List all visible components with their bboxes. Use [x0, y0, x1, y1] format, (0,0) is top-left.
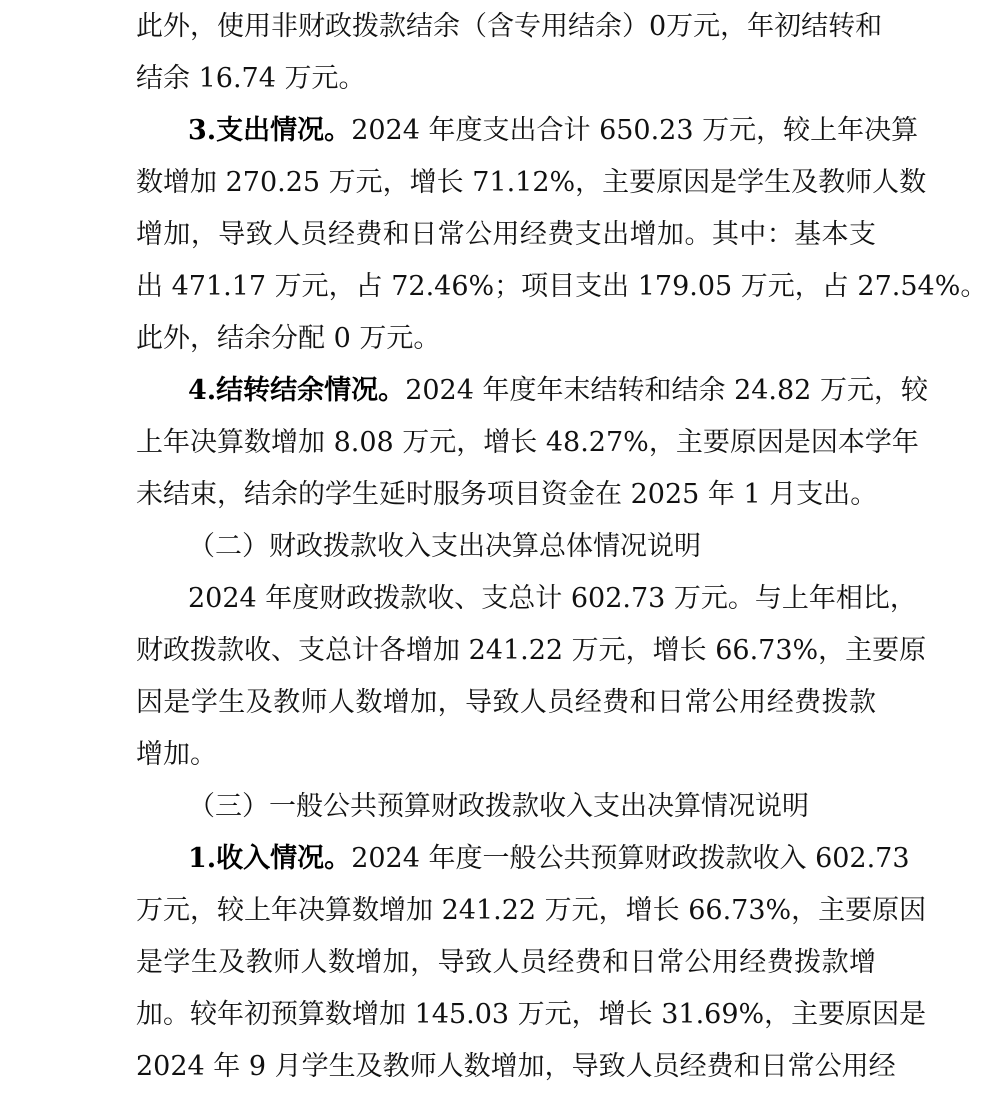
- paragraph-line: [136, 624, 927, 678]
- line-text: 2024 年 9 月学生及教师人数增加，导致人员经费和日常公用经: [136, 1051, 896, 1082]
- line-text: 结余 16.74 万元。: [136, 63, 366, 94]
- carryover-paragraph-line: [188, 364, 928, 418]
- paragraph-line: [136, 676, 876, 730]
- line-text: 2024 年度一般公共预算财政拨款收入 602.73: [351, 843, 910, 874]
- paragraph-line: [136, 0, 883, 54]
- expenditure-paragraph-line: [188, 104, 919, 158]
- line-text: 2024 年度年末结转和结余 24.82 万元，较: [405, 375, 928, 406]
- line-text: 因是学生及教师人数增加，导致人员经费和日常公用经费拨款: [136, 687, 876, 718]
- paragraph-line: [188, 572, 917, 626]
- paragraph-line: [136, 1040, 896, 1094]
- line-text: （二）财政拨款收入支出决算总体情况说明: [188, 531, 701, 562]
- paragraph-line: [136, 884, 927, 938]
- income-paragraph-line: [188, 832, 910, 886]
- income-heading: 1.收入情况。: [188, 843, 352, 874]
- line-text: 增加，导致人员经费和日常公用经费支出增加。其中：基本支: [136, 219, 876, 250]
- line-text: 上年决算数增加 8.08 万元，增长 48.27%，主要原因是因本学年: [136, 427, 919, 458]
- line-text: 此外，使用非财政拨款结余（含专用结余）0万元，年初结转和: [136, 11, 883, 42]
- carryover-heading: 4.结转结余情况。: [188, 375, 406, 406]
- line-text: 加。较年初预算数增加 145.03 万元，增长 31.69%，主要原因是: [136, 999, 927, 1030]
- paragraph-line: [136, 988, 927, 1042]
- paragraph-line: [136, 728, 876, 782]
- line-text: 未结束，结余的学生延时服务项目资金在 2025 年 1 月支出。: [136, 479, 878, 510]
- line-text: 增加。: [136, 739, 217, 770]
- line-text: 2024 年度财政拨款收、支总计 602.73 万元。与上年相比，: [188, 583, 917, 614]
- paragraph-line: [136, 468, 876, 522]
- paragraph-line: [136, 312, 876, 366]
- line-text: （三）一般公共预算财政拨款收入支出决算情况说明: [188, 791, 809, 822]
- paragraph-line: [136, 936, 876, 990]
- expenditure-heading: 3.支出情况。: [188, 115, 352, 146]
- line-text: 万元，较上年决算数增加 241.22 万元，增长 66.73%，主要原因: [136, 895, 927, 926]
- paragraph-line: [136, 156, 927, 210]
- paragraph-line: [136, 416, 919, 470]
- line-text: 出 471.17 万元，占 72.46%；项目支出 179.05 万元，占 27.54%。: [136, 271, 988, 302]
- line-text: 此外，结余分配 0 万元。: [136, 323, 441, 354]
- paragraph-line: [136, 52, 876, 106]
- section-heading: [188, 780, 876, 834]
- line-text: 2024 年度支出合计 650.23 万元，较上年决算: [351, 115, 919, 146]
- line-text: 是学生及教师人数增加，导致人员经费和日常公用经费拨款增: [136, 947, 876, 978]
- section-heading: [188, 520, 876, 574]
- paragraph-line: [136, 260, 988, 314]
- line-text: 财政拨款收、支总计各增加 241.22 万元，增长 66.73%，主要原: [136, 635, 927, 666]
- paragraph-line: [136, 208, 876, 262]
- line-text: 数增加 270.25 万元，增长 71.12%，主要原因是学生及教师人数: [136, 167, 927, 198]
